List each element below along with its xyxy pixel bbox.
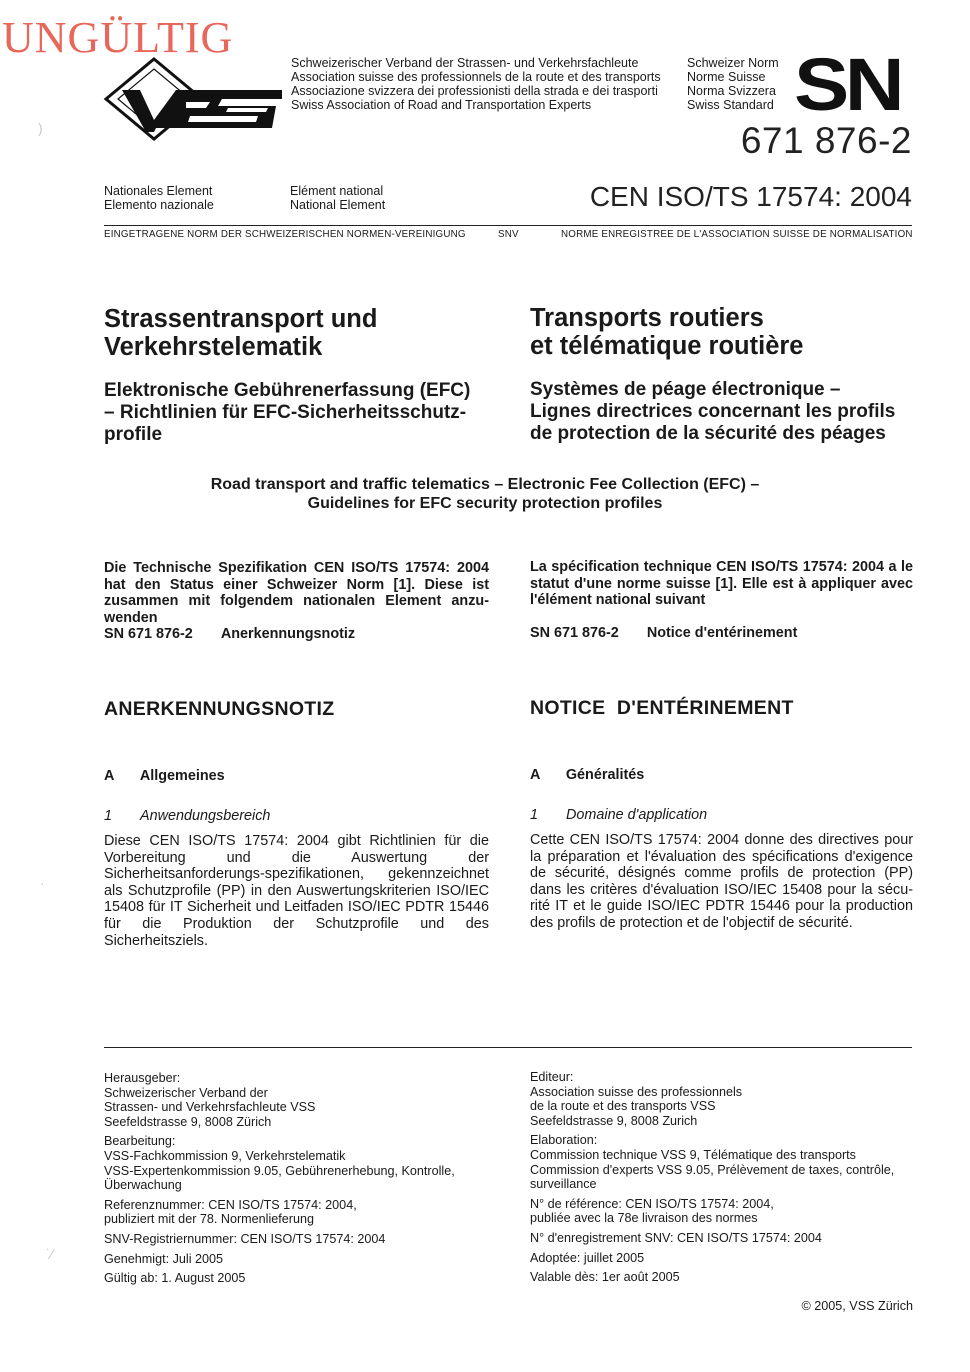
- norm-names: Schweizer Norm Norme Suisse Norma Svizzera Swiss Standard: [687, 56, 779, 112]
- footer-rule: [104, 1047, 912, 1048]
- header-rule: [104, 225, 912, 226]
- notice-heading-fr: NOTICE D'ENTÉRINEMENT: [530, 697, 794, 719]
- title-de: [104, 305, 489, 446]
- registered-de: EINGETRAGENE NORM DER SCHWEIZERISCHEN NORMEN-VEREINIGUNG: [104, 229, 466, 240]
- scan-mark: ˙⁄: [46, 1246, 53, 1262]
- invalid-stamp: UNGÜLTIG: [2, 13, 234, 62]
- sn-number: 671 876-2: [740, 120, 912, 161]
- footer-fr: Editeur: Association suisse des professionnels de la route et des transports VSS Seefeldstrasse 9, 8008 Zurich Elaboration: Commission technique VSS 9, Télématique des transports Commission d'experts VSS 9.05, Prélèvement de taxes, contrôle, surveillance N° de référence: CEN ISO/TS 17574: 2004, publiée avec la 78e livraison des normes N° d'enregistrement SNV: CEN ISO/TS 17574: 2004 Adoptée: juillet 2005 Valable dès: 1er août 2005: [530, 1070, 895, 1285]
- title-de-main: Strassentransport und Verkehrstelematik: [104, 305, 378, 361]
- registered-fr: NORME ENREGISTREE DE L'ASSOCIATION SUISSE DE NORMALISATION: [561, 229, 913, 240]
- section-a-fr: A Généralités: [530, 767, 645, 783]
- org-names: Schweizerischer Verband der Strassen- und Verkehrsfachleute Association suisse des professionnels de la route et des transports Associazione svizzera dei professionisti della strada e dei trasporti Swiss Association of Road and Transportation Experts: [291, 56, 661, 112]
- snv-label: SNV: [498, 229, 519, 240]
- intro-fr-ref: SN 671 876-2 Notice d'entérinement: [530, 625, 798, 641]
- intro-de-ref: SN 671 876-2 Anerkennungsnotiz: [104, 626, 356, 642]
- title-en: Road transport and traffic telematics – Electronic Fee Collection (EFC) – Guidelines for EFC security protection profiles: [210, 476, 760, 512]
- national-element-de: Nationales Element Elemento nazionale: [104, 184, 214, 212]
- footer-de: Herausgeber: Schweizerischer Verband der Strassen- und Verkehrsfachleute VSS Seefeldstrasse 9, 8008 Zürich Bearbeitung: VSS-Fachkommission 9, Verkehrstelematik VSS-Expertenkommission 9.05, Gebührenerhebung, Kontrolle, Überwachung Referenznummer: CEN ISO/TS 17574: 2004, publiziert mit der 78. Normenlieferung SNV-Registriernummer: CEN ISO/TS 17574: 2004 Genehmigt: Juli 2005 Gültig ab: 1. August 2005: [104, 1071, 455, 1286]
- sn-logo: SN: [794, 43, 901, 126]
- section-a-de: A Allgemeines: [104, 768, 225, 784]
- scan-mark: ·: [40, 875, 45, 891]
- subtitle-de: Elektronische Gebührenerfassung (EFC) – Richtlinien für EFC-Sicherheitsschutz- profile: [104, 380, 471, 445]
- subtitle-fr: Systèmes de péage électronique – Lignes directrices concernant les profils de protection de la sécurité des péages: [530, 379, 896, 444]
- copyright: © 2005, VSS Zürich: [801, 1299, 913, 1313]
- scan-mark: ): [38, 120, 43, 136]
- subsection-1-de: 1 Anwendungsbereich: [104, 808, 271, 824]
- title-fr: [530, 304, 913, 445]
- intro-fr: La spécification technique CEN ISO/TS 17574: 2004 a le statut d'une norme suisse [1]. Elle est à appliquer avec l'élément national suivant: [530, 559, 913, 608]
- intro-de: Die Technische Spezifikation CEN ISO/TS 17574: 2004 hat den Status einer Schweizer Norm [1]. Diese ist zusammen mit folgendem nationalen Element anzu-wenden: [104, 560, 489, 626]
- cen-title: CEN ISO/TS 17574: 2004: [589, 181, 912, 212]
- body-fr: Cette CEN ISO/TS 17574: 2004 donne des directives pour la préparation et l'évaluation des spécifications d'exigence de sécurité, désignés comme profils de protection (PP) dans les critères d'évaluation ISO/IEC 15408 pour la sécu-rité IT et le guide ISO/IEC PDTR 15446 pour la production des profils de protection et de l'objectif de sécurité.: [530, 832, 913, 931]
- vss-logo: [102, 56, 284, 142]
- subsection-1-fr: 1 Domaine d'application: [530, 807, 708, 823]
- body-de: Diese CEN ISO/TS 17574: 2004 gibt Richtlinien für die Vorbereitung und die Auswertung der Sicherheitsanforderungs-spezifikationen, gekennzeichnet als Schutzprofile (PP) in den Auswertungskriterien ISO/IEC 15408 für IT Sicherheit und Leitfaden ISO/IEC PDTR 15446 für die Produktion der Schutzprofile und des Sicherheitsziels.: [104, 833, 489, 949]
- notice-heading-de: ANERKENNUNGSNOTIZ: [104, 698, 335, 720]
- national-element-fr: Elément national National Element: [290, 184, 386, 212]
- title-fr-main: Transports routiers et télématique routière: [530, 304, 804, 360]
